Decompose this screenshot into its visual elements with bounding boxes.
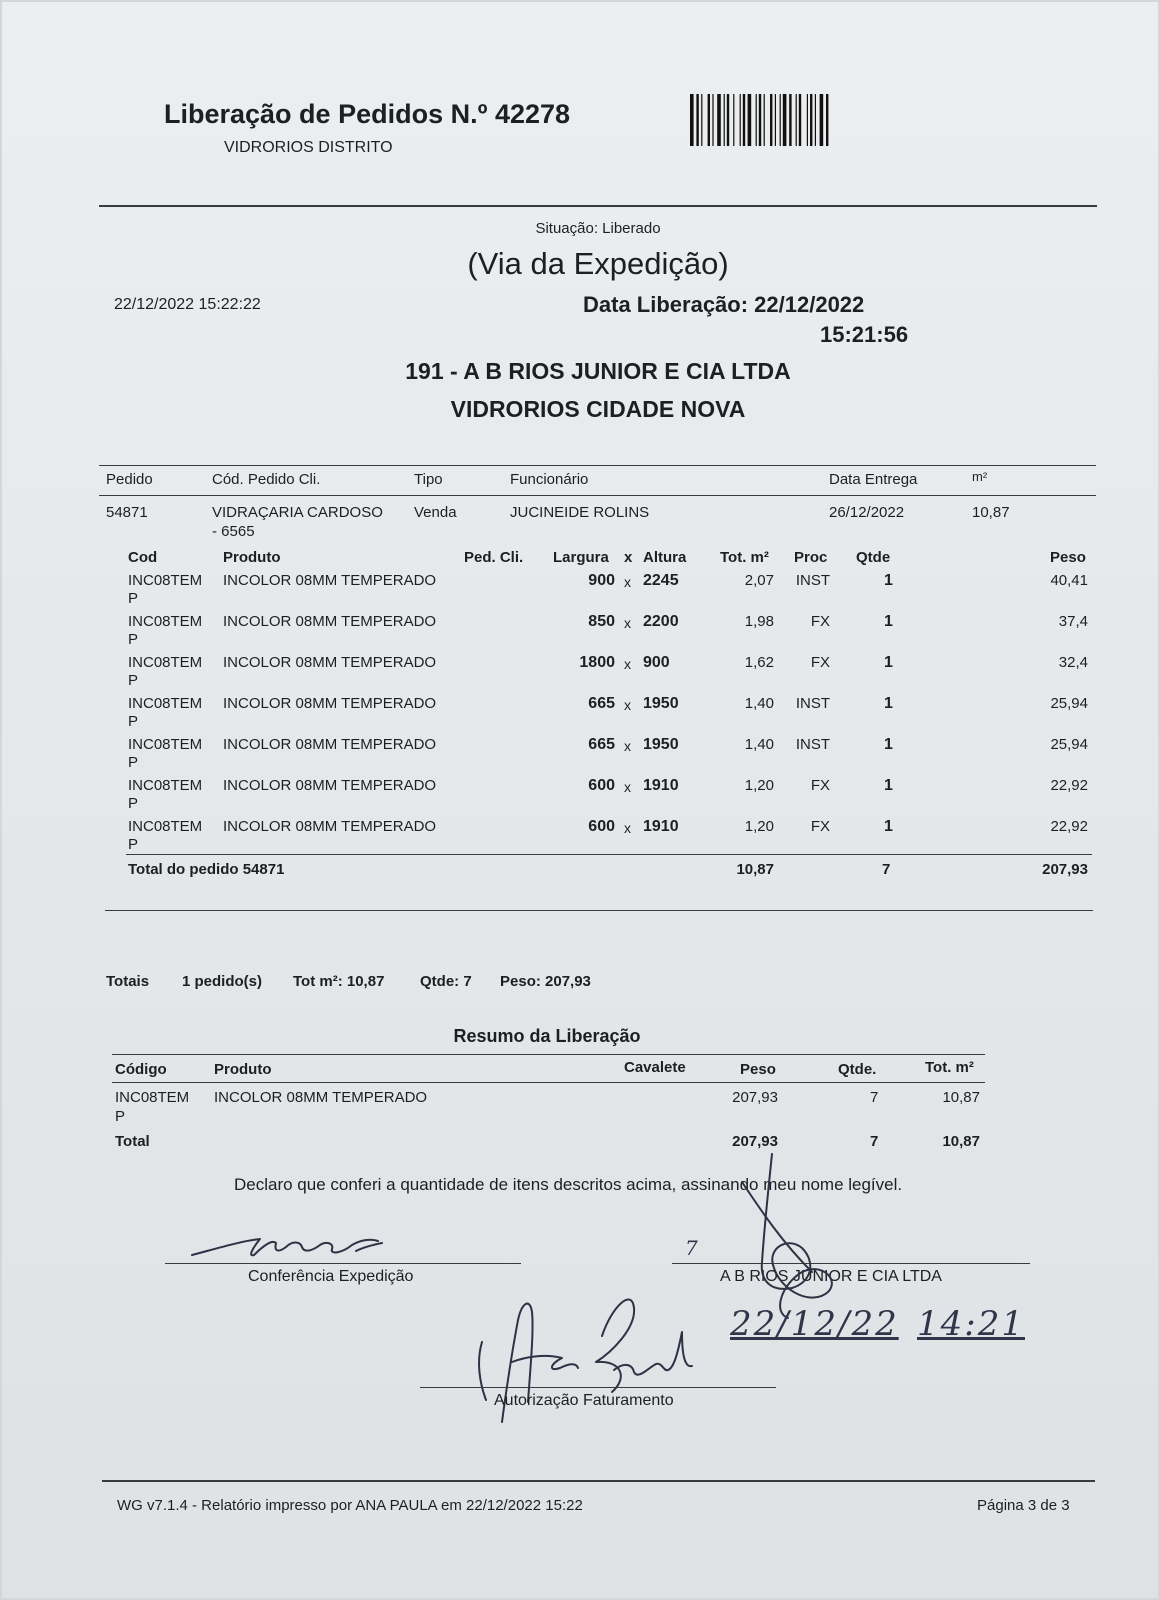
item-x: x [624, 738, 631, 754]
authorization-signature-label: Autorização Faturamento [494, 1392, 674, 1409]
item-tot-m2: 1,98 [744, 613, 774, 630]
col-cod-pedido: Cód. Pedido Cli. [212, 471, 321, 488]
col-tot-m2: Tot. m² [720, 549, 769, 566]
item-cod-line2: P [128, 836, 139, 853]
item-cod-line1: INC08TEM [128, 818, 203, 835]
item-peso: 32,4 [1058, 654, 1088, 671]
col-funcionario: Funcionário [510, 471, 589, 488]
item-qtde: 1 [884, 695, 893, 712]
handwritten-mark: 7 [685, 1236, 698, 1260]
col-peso: Peso [1050, 549, 1086, 566]
item-x: x [624, 820, 631, 836]
item-largura: 600 [588, 818, 615, 835]
col-pedido: Pedido [106, 471, 153, 488]
print-datetime: 22/12/2022 15:22:22 [114, 296, 261, 313]
item-proc: INST [795, 572, 830, 589]
item-altura: 900 [643, 654, 670, 671]
summary-col-qtde: Qtde. [838, 1061, 877, 1078]
item-tot-m2: 1,20 [744, 777, 774, 794]
item-qtde: 1 [884, 777, 893, 794]
item-tot-m2: 2,07 [744, 572, 774, 589]
document-title: Liberação de Pedidos N.º 42278 [164, 99, 571, 129]
item-proc: FX [810, 654, 830, 671]
item-altura: 1950 [643, 695, 679, 712]
item-largura: 665 [588, 695, 615, 712]
item-x: x [624, 574, 631, 590]
item-tot-m2: 1,62 [744, 654, 774, 671]
copy-label: (Via da Expedição) [467, 246, 729, 281]
handwritten-date: 22/12/22 [730, 1304, 899, 1344]
item-cod-line1: INC08TEM [128, 654, 203, 671]
expedition-signature-line [165, 1263, 521, 1264]
item-cod-line1: INC08TEM [128, 613, 203, 630]
item-produto: INCOLOR 08MM TEMPERADO [223, 818, 437, 835]
summary-qtde: 7 [870, 1089, 879, 1106]
item-tot-m2: 1,40 [744, 695, 774, 712]
totals-qtde: Qtde: 7 [420, 973, 472, 990]
order-total-qtde: 7 [882, 861, 891, 878]
summary-header-rule [112, 1082, 985, 1083]
item-cod-line1: INC08TEM [128, 777, 203, 794]
col-tipo: Tipo [414, 471, 443, 488]
item-qtde: 1 [884, 818, 893, 835]
col-proc: Proc [794, 549, 828, 566]
summary-col-peso: Peso [740, 1061, 776, 1078]
col-altura: Altura [643, 549, 687, 566]
order-cod-pedido-line2: - 6565 [212, 523, 255, 540]
item-cod-line2: P [128, 590, 139, 607]
col-largura: Largura [553, 549, 609, 566]
summary-total-label: Total [115, 1133, 150, 1150]
summary-col-tot-m2: Tot. m² [925, 1059, 974, 1076]
item-proc: FX [810, 818, 830, 835]
col-m2: m² [972, 469, 988, 484]
item-altura: 2245 [643, 572, 679, 589]
footer-print-info: WG v7.1.4 - Relatório impresso por ANA PAULA em 22/12/2022 15:22 [117, 1497, 583, 1514]
col-x: x [624, 549, 633, 566]
item-qtde: 1 [884, 654, 893, 671]
header-divider [99, 205, 1097, 207]
col-qtde: Qtde [856, 549, 891, 566]
summary-peso: 207,93 [732, 1089, 778, 1106]
totals-label: Totais [106, 973, 150, 990]
order-header-rule [99, 495, 1096, 496]
expedition-signature-label: Conferência Expedição [248, 1268, 414, 1285]
client-branch: VIDRORIOS CIDADE NOVA [450, 396, 746, 422]
item-qtde: 1 [884, 736, 893, 753]
status-text: Situação: Liberado [535, 220, 661, 237]
item-largura: 600 [588, 777, 615, 794]
item-produto: INCOLOR 08MM TEMPERADO [223, 695, 437, 712]
item-cod-line1: INC08TEM [128, 736, 203, 753]
item-cod-line1: INC08TEM [128, 572, 203, 589]
client-signature-label: A B RIOS JUNIOR E CIA LTDA [720, 1268, 942, 1285]
order-total-peso: 207,93 [1042, 861, 1088, 878]
summary-total-tot-m2: 10,87 [942, 1133, 980, 1150]
item-tot-m2: 1,40 [744, 736, 774, 753]
item-proc: FX [810, 777, 830, 794]
col-data-entrega: Data Entrega [829, 471, 918, 488]
item-altura: 2200 [643, 613, 679, 630]
totals-pedidos: 1 pedido(s) [182, 973, 263, 990]
item-largura: 665 [588, 736, 615, 753]
client-signature [742, 1152, 862, 1322]
summary-col-produto: Produto [214, 1061, 272, 1078]
order-tipo: Venda [414, 504, 457, 521]
item-qtde: 1 [884, 572, 893, 589]
col-cod: Cod [128, 549, 158, 566]
summary-col-codigo: Código [115, 1061, 167, 1078]
summary-total-peso: 207,93 [732, 1133, 778, 1150]
item-produto: INCOLOR 08MM TEMPERADO [223, 654, 437, 671]
order-total-m2: 10,87 [736, 861, 774, 878]
item-proc: INST [795, 695, 830, 712]
summary-tot-m2: 10,87 [942, 1089, 980, 1106]
authorization-signature-line [420, 1387, 776, 1388]
order-pedido: 54871 [106, 504, 148, 521]
item-produto: INCOLOR 08MM TEMPERADO [223, 613, 437, 630]
totals-m2: Tot m²: 10,87 [293, 973, 385, 990]
authorization-signature [472, 1292, 712, 1432]
item-x: x [624, 697, 631, 713]
col-ped-cli: Ped. Cli. [464, 549, 524, 566]
item-x: x [624, 615, 631, 631]
order-m2: 10,87 [972, 504, 1010, 521]
item-altura: 1910 [643, 818, 679, 835]
item-peso: 37,4 [1058, 613, 1088, 630]
client-name: 191 - A B RIOS JUNIOR E CIA LTDA [405, 358, 791, 384]
items-total-rule [126, 854, 1092, 855]
col-produto: Produto [223, 549, 281, 566]
item-peso: 25,94 [1050, 736, 1088, 753]
item-proc: FX [810, 613, 830, 630]
item-x: x [624, 656, 631, 672]
item-produto: INCOLOR 08MM TEMPERADO [223, 572, 437, 589]
footer-rule [102, 1480, 1095, 1482]
order-data-entrega: 26/12/2022 [829, 504, 905, 521]
expedition-signature [182, 1227, 412, 1267]
summary-codigo-line1: INC08TEM [115, 1089, 190, 1106]
issuer-company: VIDRORIOS DISTRITO [224, 139, 393, 156]
barcode [690, 94, 866, 146]
document-page [2, 2, 1158, 1598]
release-time: 15:21:56 [820, 322, 909, 347]
release-date: Data Liberação: 22/12/2022 [583, 292, 865, 317]
summary-total-qtde: 7 [870, 1133, 879, 1150]
item-cod-line2: P [128, 754, 139, 771]
summary-produto: INCOLOR 08MM TEMPERADO [214, 1089, 428, 1106]
order-total-label: Total do pedido 54871 [128, 861, 285, 878]
handwritten-time: 14:21 [917, 1304, 1025, 1344]
item-qtde: 1 [884, 613, 893, 630]
item-peso: 25,94 [1050, 695, 1088, 712]
item-largura: 850 [588, 613, 615, 630]
order-funcionario: JUCINEIDE ROLINS [510, 504, 650, 521]
item-largura: 1800 [579, 654, 615, 671]
item-cod-line2: P [128, 795, 139, 812]
item-produto: INCOLOR 08MM TEMPERADO [223, 777, 437, 794]
order-cod-pedido-line1: VIDRAÇARIA CARDOSO [212, 504, 383, 521]
declaration-text: Declaro que conferi a quantidade de itens descritos acima, assinando meu nome legível. [234, 1175, 903, 1194]
item-peso: 40,41 [1050, 572, 1088, 589]
summary-title: Resumo da Liberação [453, 1026, 641, 1046]
item-peso: 22,92 [1050, 818, 1088, 835]
item-produto: INCOLOR 08MM TEMPERADO [223, 736, 437, 753]
summary-top-rule [112, 1054, 985, 1055]
item-altura: 1950 [643, 736, 679, 753]
totals-peso: Peso: 207,93 [500, 973, 591, 990]
footer-page-number: Página 3 de 3 [977, 1497, 1070, 1514]
item-cod-line2: P [128, 713, 139, 730]
item-tot-m2: 1,20 [744, 818, 774, 835]
item-altura: 1910 [643, 777, 679, 794]
item-cod-line1: INC08TEM [128, 695, 203, 712]
item-cod-line2: P [128, 631, 139, 648]
item-proc: INST [795, 736, 830, 753]
summary-codigo-line2: P [115, 1108, 126, 1125]
order-top-rule [99, 465, 1096, 466]
item-peso: 22,92 [1050, 777, 1088, 794]
item-x: x [624, 779, 631, 795]
item-cod-line2: P [128, 672, 139, 689]
order-bottom-rule [105, 910, 1093, 911]
item-largura: 900 [588, 572, 615, 589]
summary-col-cavalete: Cavalete [624, 1059, 686, 1076]
